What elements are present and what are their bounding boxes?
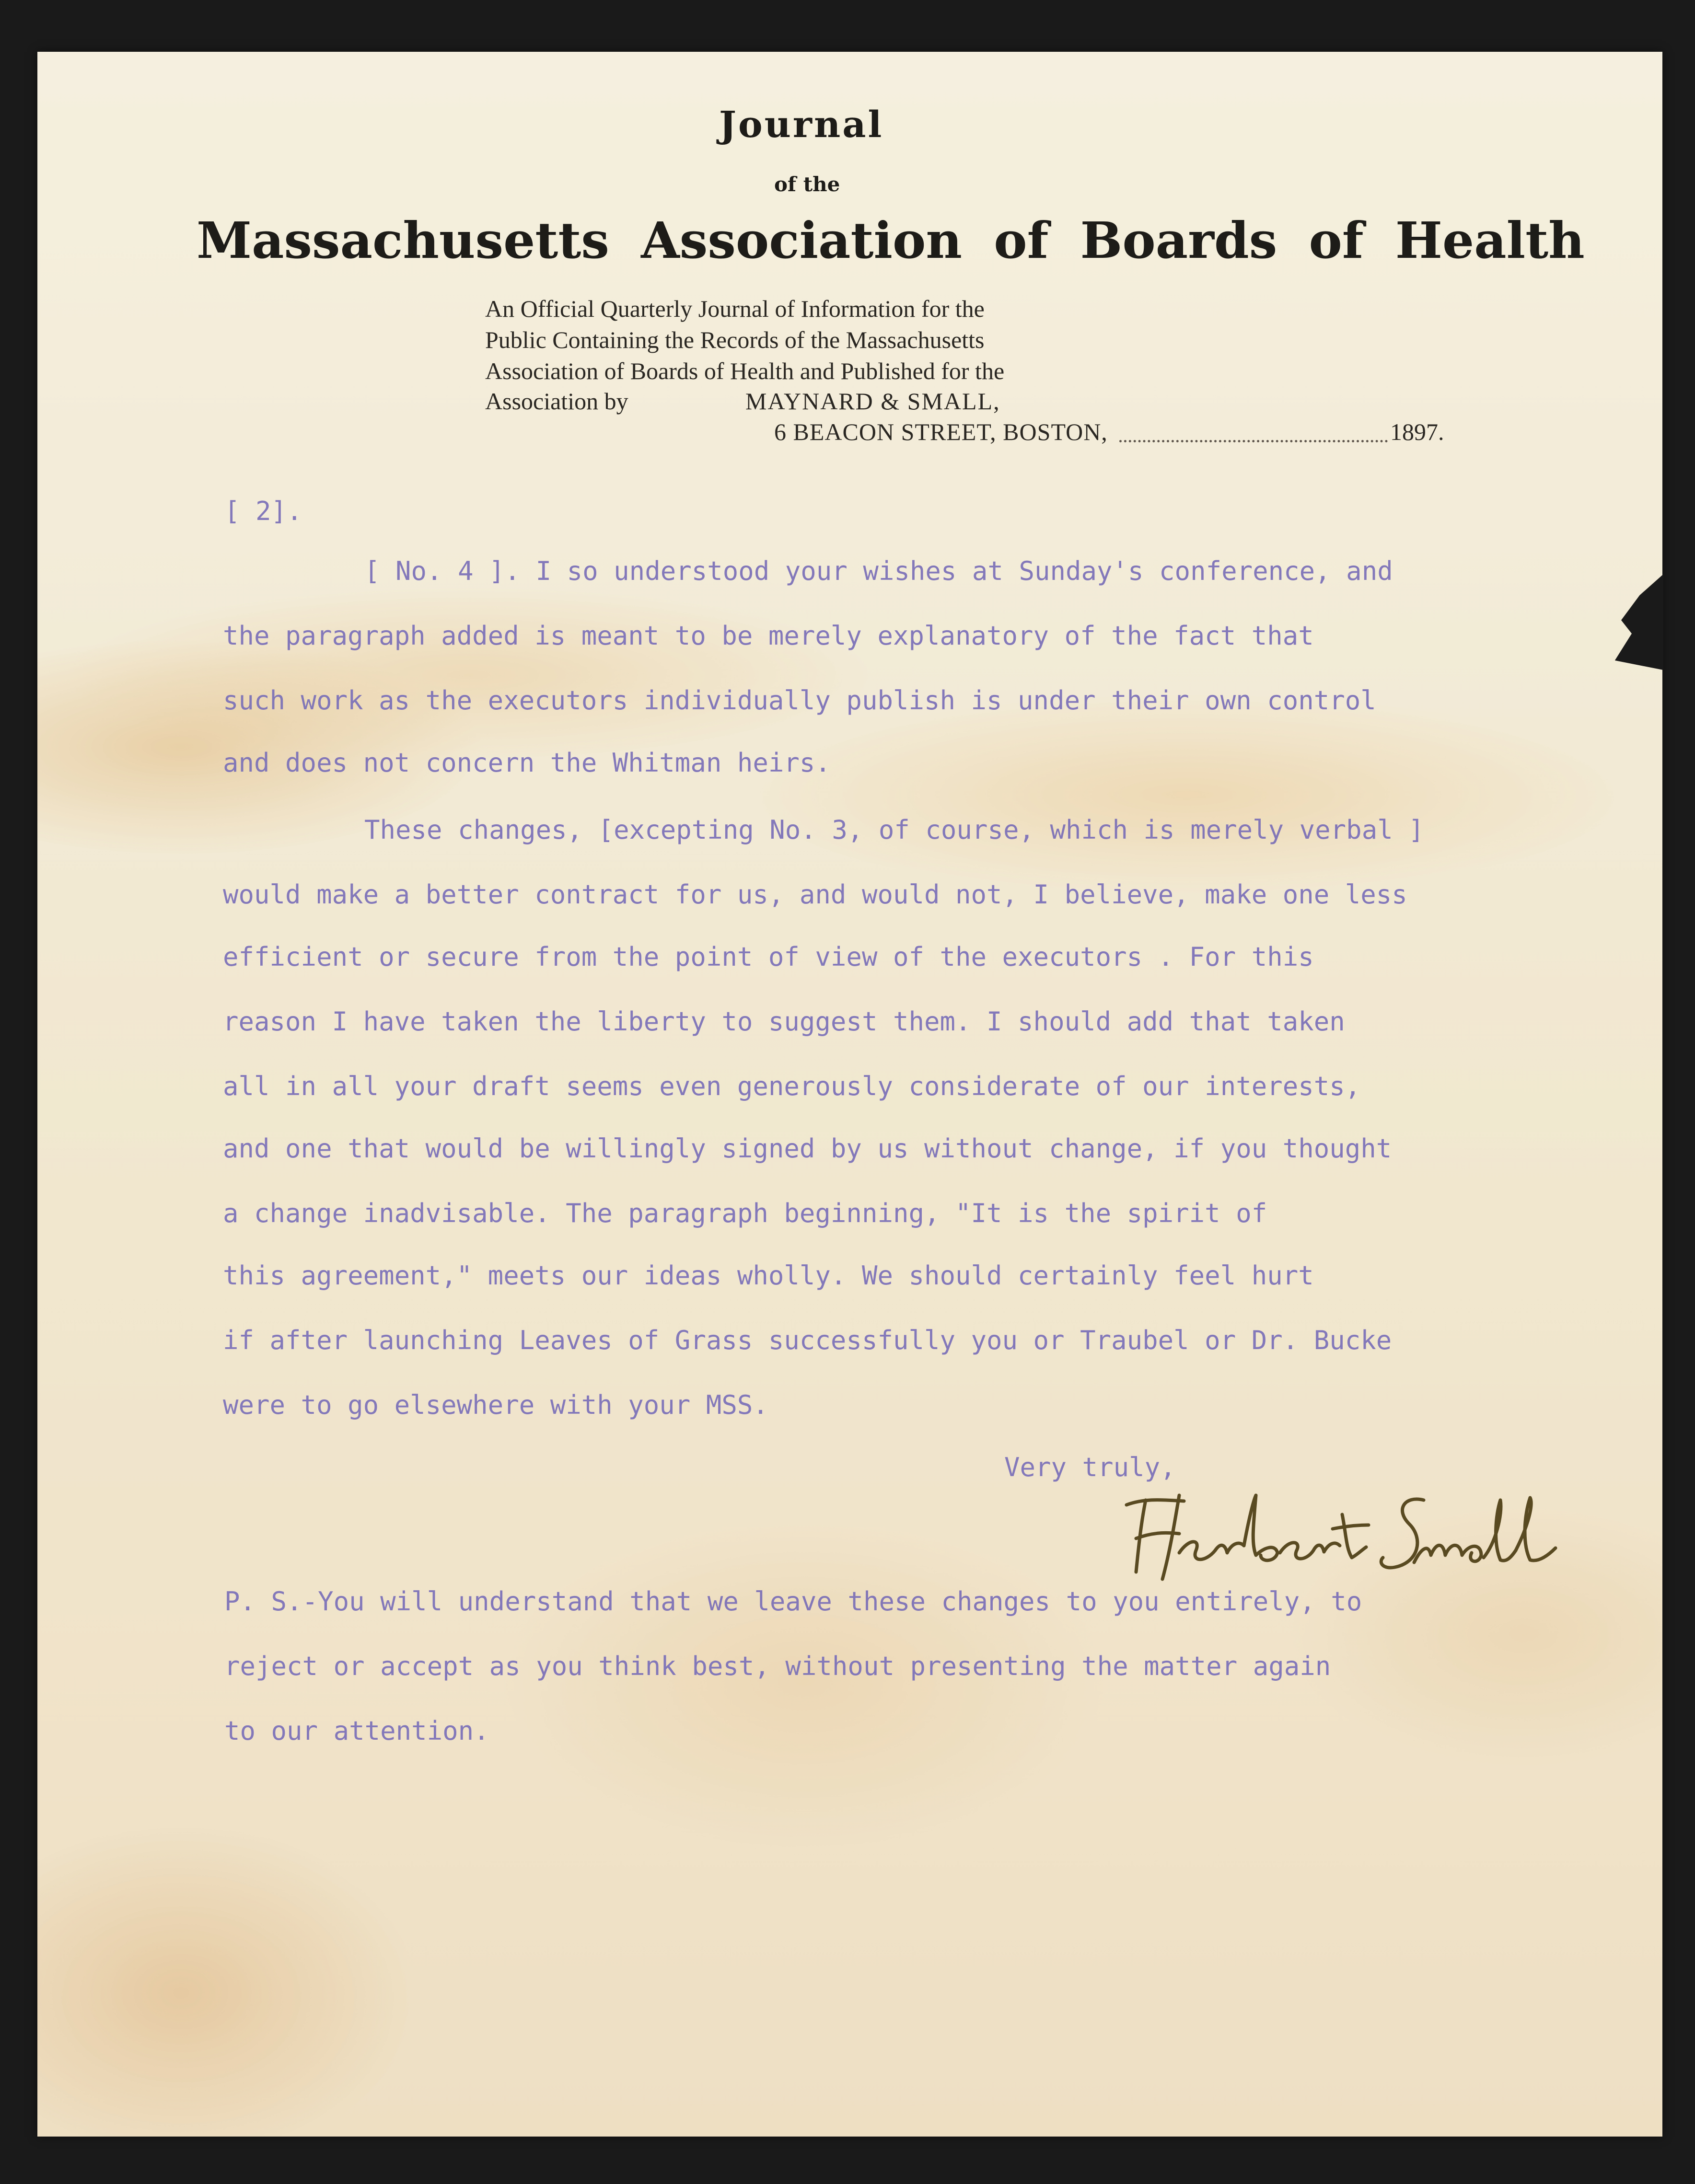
body-line: efficient or secure from the point of view of the executors . For this: [223, 942, 1314, 972]
body-line: the paragraph added is meant to be merely explanatory of the fact that: [223, 621, 1314, 651]
postscript-line: to our attention.: [224, 1716, 489, 1746]
date-blank-line: [1119, 440, 1388, 442]
body-line: all in all your draft seems even generously considerate of our interests,: [223, 1071, 1361, 1101]
body-line: and does not concern the Whitman heirs.: [223, 748, 831, 778]
masthead-title: Massachusetts Association of Boards of Health: [197, 211, 1585, 270]
body-line: reason I have taken the liberty to suggest them. I should add that taken: [223, 1006, 1345, 1037]
journal-heading: Journal: [719, 103, 884, 146]
publisher-name: MAYNARD & SMALL,: [745, 388, 1000, 415]
postscript-line: reject or accept as you think best, without presenting the matter again: [224, 1651, 1331, 1681]
body-line: These changes, [excepting No. 3, of course, which is merely verbal ]: [364, 815, 1424, 845]
imprint-line: An Official Quarterly Journal of Information for the: [485, 295, 985, 322]
imprint-line: Association by: [485, 388, 628, 415]
imprint-line: Association of Boards of Health and Published for the: [485, 358, 1005, 384]
body-line: and one that would be willingly signed by us without change, if you thought: [223, 1133, 1392, 1164]
handwritten-signature: [1117, 1471, 1567, 1586]
year-label: 1897.: [1390, 418, 1444, 445]
body-line: [ No. 4 ]. I so understood your wishes at Sunday's conference, and: [364, 556, 1393, 586]
publisher-address: 6 BEACON STREET, BOSTON,: [774, 418, 1108, 445]
body-line: were to go elsewhere with your MSS.: [223, 1390, 768, 1420]
closing-line: Very truly,: [1004, 1452, 1176, 1482]
body-line: such work as the executors individually publish is under their own control: [223, 685, 1376, 716]
imprint-line: Public Containing the Records of the Massachusetts: [485, 326, 985, 353]
body-line: if after launching Leaves of Grass successfully you or Traubel or Dr. Bucke: [223, 1325, 1392, 1355]
body-line: this agreement," meets our ideas wholly. We should certainly feel hurt: [223, 1260, 1314, 1291]
postscript-line: P. S.-You will understand that we leave these changes to you entirely, to: [224, 1586, 1362, 1617]
body-line: a change inadvisable. The paragraph beginning, "It is the spirit of: [223, 1198, 1267, 1228]
body-line: would make a better contract for us, and would not, I believe, make one less: [223, 879, 1407, 910]
page-number: [ 2].: [224, 496, 302, 526]
of-the-label: of the: [774, 173, 840, 196]
torn-edge: [1611, 574, 1663, 670]
